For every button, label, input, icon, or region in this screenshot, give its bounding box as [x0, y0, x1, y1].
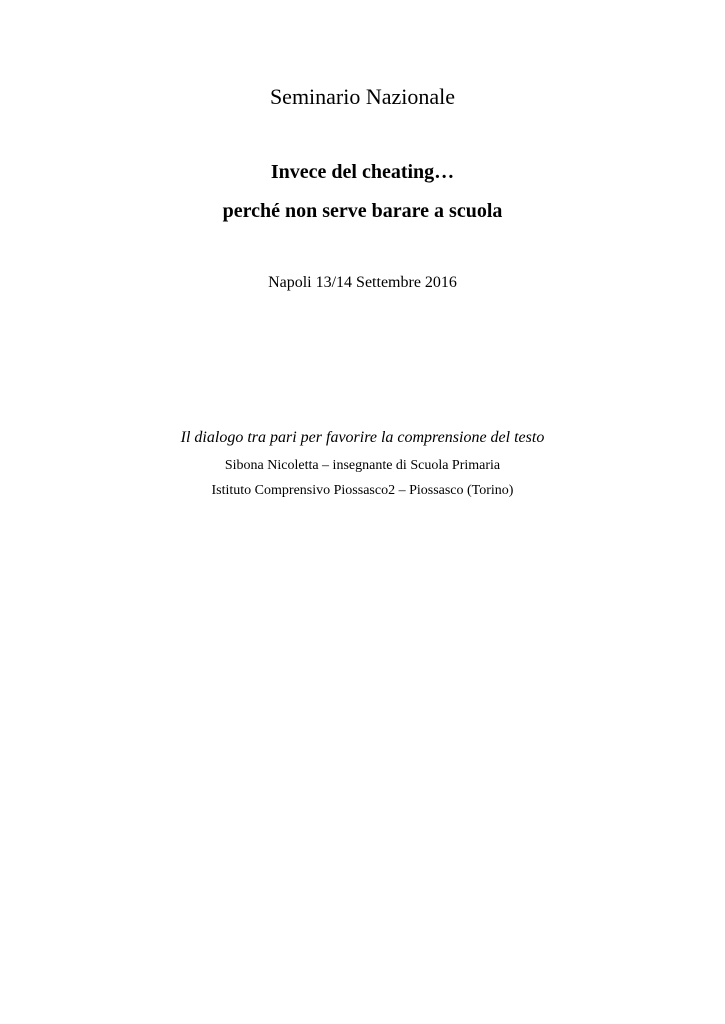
author-line: Sibona Nicoletta – insegnante di Scuola Primaria — [224, 458, 501, 473]
talk-title: Il dialogo tra pari per favorire la comprensione del testo — [180, 429, 545, 446]
event-date-place: Napoli 13/14 Settembre 2016 — [268, 274, 457, 291]
main-title: Invece del cheating… — [270, 161, 455, 183]
subtitle: perché non serve barare a scuola — [222, 200, 503, 222]
seminar-heading: Seminario Nazionale — [269, 84, 456, 109]
institute-line: Istituto Comprensivo Piossasco2 – Piossasco (Torino) — [211, 483, 514, 498]
